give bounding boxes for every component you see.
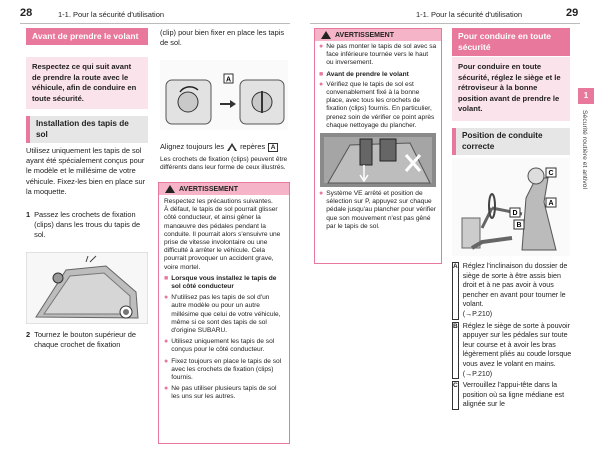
align-caption xyxy=(160,142,288,152)
chapter-tab: 1 xyxy=(578,88,594,104)
warning-right-bullet-1-text: Ne pas monter le tapis de sol avec sa face inférieure tournée vers le haut ou inversement. xyxy=(326,43,437,67)
fig-label-c: C xyxy=(548,170,554,177)
warning-title-right: AVERTISSEMENT xyxy=(335,31,394,39)
fig-label-a-right: A xyxy=(548,200,554,207)
warning-bullet-4: ● Ne pas utiliser plusieurs tapis de sol les uns sur les autres. xyxy=(159,382,289,401)
warning-bullet-2-text: Utilisez uniquement les tapis de sol conçus pour le côté conducteur. xyxy=(171,338,275,354)
warning-title-bar-right xyxy=(315,29,441,41)
list-item-a-label: A xyxy=(452,262,459,320)
warning-box-right xyxy=(314,28,442,264)
warning-intro-left: Respectez les précautions suivantes. À défaut, le tapis de sol pourrait glisser côté conducteur, et ainsi gêner la manœuvre des pédales pendant la conduite. Il pourrait alors s'ensuivre une prise de vitesse involontaire ou une difficulté à arrêter le véhicule. Cela pourrait provoquer un accident grave, voire mortel. xyxy=(164,198,281,271)
list-item-b-label: B xyxy=(452,322,459,380)
left-page-header: 1-1. Pour la sécurité d'utilisation xyxy=(58,10,165,19)
list-item-b-ref: (→P.210) xyxy=(462,369,493,378)
warning-right-heading: ■ Avant de prendre le volant xyxy=(319,70,409,78)
align-caption-pre: Alignez toujours les xyxy=(160,142,225,151)
list-item-c-label: C xyxy=(452,381,459,410)
warning-bullet-3: ● Fixez toujours en place le tapis de sol avec les crochets de fixation (clips) fournis. xyxy=(159,355,289,383)
right-header-rule xyxy=(310,23,580,24)
warning-icon-right xyxy=(321,31,331,39)
subsection-title-driving-position: Position de conduite correcte xyxy=(452,128,570,155)
intro-box-right: Pour conduire en toute sécurité, réglez le siège et le rétroviseur à la bonne position avant de prendre le volant. xyxy=(452,57,570,121)
adjustment-list xyxy=(452,262,574,410)
warning-bullet-4-text: Ne pas utiliser plusieurs tapis de sol les uns sur les autres. xyxy=(171,385,277,401)
right-page-header: 1-1. Pour la sécurité d'utilisation xyxy=(416,10,523,19)
pedal-illustration xyxy=(320,133,436,187)
section-title-right: Pour conduire en toute sécurité xyxy=(452,28,570,56)
step-1 xyxy=(26,210,150,241)
clips-note: Les crochets de fixation (clips) peuvent être différents dans leur forme de ceux illustrés. xyxy=(160,156,288,172)
warning-title-bar-left xyxy=(159,183,289,195)
step-2-continued: (clip) pour bien fixer en place les tapis de sol. xyxy=(160,28,285,48)
right-page-number: 29 xyxy=(566,7,579,19)
left-page-number: 28 xyxy=(20,7,33,19)
section-title-left: Avant de prendre le volant xyxy=(26,28,148,45)
subsection-title-floor-mats: Installation des tapis de sol xyxy=(26,116,148,143)
triangle-mark-icon xyxy=(227,143,237,151)
floor-mat-body: Utilisez uniquement les tapis de sol ayant été spécialement conçus pour le modèle et le millésime de votre véhicule. Fixez-les bien en place sur la moquette. xyxy=(26,146,146,196)
fig-label-b: B xyxy=(516,222,522,229)
warning-right-bullet-2: ● Vérifiez que le tapis de sol est convenablement fixé à la bonne place, avec tous les crochets de fixation (clips) fournis. En particulier, prenez soin de vérifier ce point après chaque nettoyage du plancher. xyxy=(315,79,441,130)
list-item-b-text: Réglez le siège de sorte à pouvoir appuyer sur les pédales sur toute leur course et à avoir les bras légèrement pliés au coude lorsque vous avez le volant en mains. xyxy=(462,321,572,368)
list-item-c-text: Verrouillez l'appui-tête dans la position où sa ligne médiane est alignée sur le xyxy=(462,381,565,409)
warning-title-left: AVERTISSEMENT xyxy=(179,185,238,193)
step-2 xyxy=(26,330,150,350)
align-caption-post: repères xyxy=(240,142,266,151)
warning-right-bullet-3: ● Système VE arrêté et position de sélection sur P, appuyez sur chaque pédale jusqu'au plancher pour vérifier que son mouvement n'est pas gêné par le tapis de sol. xyxy=(319,190,436,230)
figure-label-a: A xyxy=(225,76,232,84)
warning-bullet-3-text: Fixez toujours en place le tapis de sol avec les crochets de fixation (clips) fournis. xyxy=(171,357,282,382)
step-2-text: Tournez le bouton supérieur de chaque crochet de fixation xyxy=(34,330,137,350)
list-item-a-ref: (→P.210) xyxy=(462,309,493,318)
warning-right-heading-text: Avant de prendre le volant xyxy=(326,70,409,78)
step-1-text: Passez les crochets de fixation (clips) dans les trous du tapis de sol. xyxy=(34,210,141,240)
warning-heading-text: Lorsque vous installez le tapis de sol côté conducteur xyxy=(171,274,277,291)
list-item-b xyxy=(452,322,574,380)
warning-icon xyxy=(165,185,175,193)
intro-box-left: Respectez ce qui suit avant de prendre la route avec le véhicule, afin de conduire en toute sécurité. xyxy=(26,57,148,109)
left-header-rule xyxy=(20,23,290,24)
list-item-a-text: Réglez l'inclinaison du dossier de siège de sorte à être assis bien droit et à ne pas avoir à vous pencher en avant pour tourner le volant. xyxy=(462,262,568,309)
list-item-c xyxy=(452,381,574,410)
warning-bullet-1: ● N'utilisez pas les tapis de sol d'un autre modèle ou pour un autre millésime que celui de votre véhicule, même si ce sont des tapis de sol d'origine SUBARU. xyxy=(159,291,289,335)
warning-box-left xyxy=(158,182,290,444)
step-1-number: 1 xyxy=(26,210,31,219)
chapter-side-text: Sécurité routière et antivol xyxy=(581,110,588,189)
floor-mat-illustration xyxy=(26,252,148,324)
fig-label-d: D xyxy=(512,210,518,217)
step-2-number: 2 xyxy=(26,330,31,339)
warning-bullet-2: ● Utilisez uniquement les tapis de sol conçus pour le côté conducteur. xyxy=(159,335,289,354)
list-item-a xyxy=(452,262,574,320)
warning-heading-left: ■ Lorsque vous installez le tapis de sol côté conducteur xyxy=(159,272,289,291)
driving-position-illustration xyxy=(452,158,570,256)
warning-right-bullet-2-text: Vérifiez que le tapis de sol est convenablement fixé à la bonne place, avec tous les crochets de fixation (clips) fournis. En particulier, prenez soin de vérifier ce point après chaque nettoyage du plancher. xyxy=(326,80,435,129)
clip-illustration xyxy=(160,60,288,130)
warning-bullet-1-text: N'utilisez pas les tapis de sol d'un autre modèle ou pour un autre millésime que celui de votre véhicule, même si ce sont des tapis de sol d'origine SUBARU. xyxy=(171,294,281,335)
warning-right-bullet-1: ● Ne pas monter le tapis de sol avec sa face inférieure tournée vers le haut ou inversement. xyxy=(319,43,437,67)
warning-right-bullet-3-text: Système VE arrêté et position de sélection sur P, appuyez sur chaque pédale jusqu'au plancher pour vérifier que son mouvement n'est pas gêné par le tapis de sol. xyxy=(326,190,436,230)
align-caption-label: A xyxy=(268,143,278,152)
